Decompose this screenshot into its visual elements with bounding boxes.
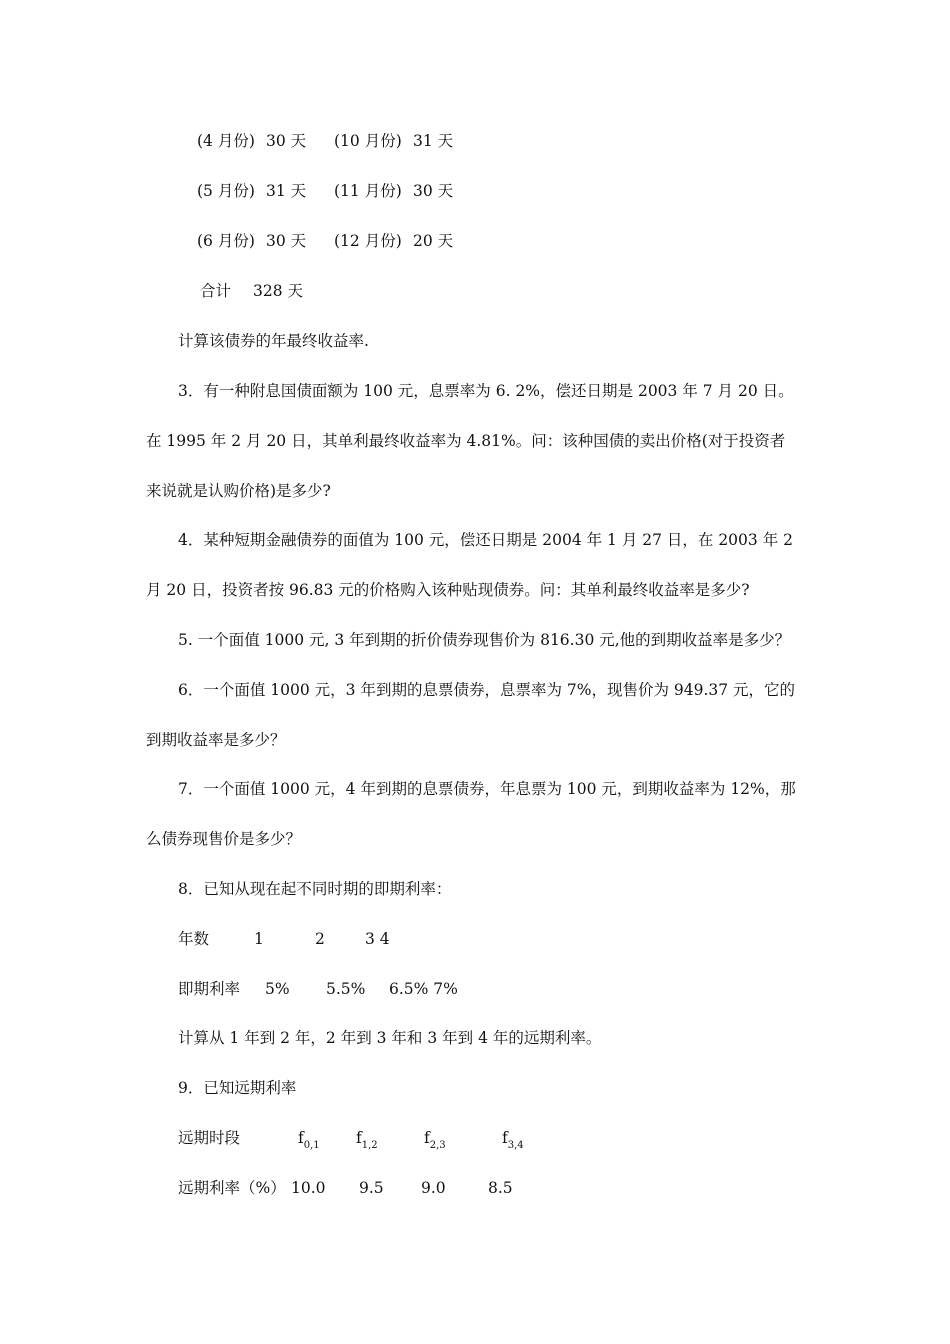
spot-rate-label: 即期利率 — [178, 980, 241, 998]
year-value: 1 — [254, 930, 264, 948]
spot-rate-value: 5.5% — [326, 980, 366, 998]
year-value: 2 — [315, 930, 325, 948]
q7-line-2: 么债券现售价是多少？ — [146, 830, 302, 848]
forward-rate-value: 9.5 — [359, 1179, 384, 1197]
month-label: (12 月份) — [334, 232, 402, 250]
q4-line-2: 月 20 日，投资者按 96.83 元的价格购入该种贴现债券。问：其单利最终收益率是多少? — [146, 581, 750, 599]
day-count: 31 天 — [413, 132, 454, 150]
period-symbol: $f_{2,3}$ — [424, 1129, 446, 1151]
month-label: (4 月份) — [197, 132, 255, 150]
forward-rate-value: 10.0 — [291, 1179, 326, 1197]
spot-rate-value: 6.5% 7% — [389, 980, 458, 998]
forward-rate-value: 8.5 — [488, 1179, 513, 1197]
q6-line-1: 6．一个面值 1000 元，3 年到期的息票债券，息票率为 7%，现售价为 949.37 元，它的 — [178, 681, 796, 699]
spot-rate-value: 5% — [265, 980, 290, 998]
q3-line-1: 3．有一种附息国债面额为 100 元，息票率为 6. 2%，偿还日期是 2003 年 7 月 20 日。 — [178, 382, 794, 400]
q9-line-1: 9．已知远期利率 — [178, 1079, 297, 1097]
period-symbol: $f_{0,1}$ — [298, 1129, 320, 1151]
month-label: (5 月份) — [197, 182, 255, 200]
calc-instruction: 计算该债券的年最终收益率. — [178, 332, 369, 350]
day-count: 20 天 — [413, 232, 454, 250]
forward-rate-value: 9.0 — [421, 1179, 446, 1197]
period-label: 远期时段 — [178, 1129, 241, 1147]
total-label: 合计 — [200, 282, 232, 300]
q5-line-1: 5. 一个面值 1000 元, 3 年到期的折价债券现售价为 816.30 元,他的到期收益率是多少？ — [178, 631, 791, 649]
q8-line-1: 8．已知从现在起不同时期的即期利率： — [178, 880, 452, 898]
year-value: 3 4 — [365, 930, 390, 948]
day-count: 30 天 — [413, 182, 454, 200]
q8-task: 计算从 1 年到 2 年，2 年到 3 年和 3 年到 4 年的远期利率。 — [178, 1029, 602, 1047]
q3-line-3: 来说就是认购价格)是多少? — [146, 482, 331, 500]
month-label: (6 月份) — [197, 232, 255, 250]
forward-rate-label: 远期利率（%） — [178, 1179, 286, 1197]
day-count: 30 天 — [266, 232, 307, 250]
period-symbol: $f_{1,2}$ — [356, 1129, 378, 1151]
day-count: 30 天 — [266, 132, 307, 150]
q4-line-1: 4．某种短期金融债券的面值为 100 元，偿还日期是 2004 年 1 月 27 日，在 2003 年 2 — [178, 531, 793, 549]
month-label: (10 月份) — [334, 132, 402, 150]
years-label: 年数 — [178, 930, 210, 948]
month-label: (11 月份) — [334, 182, 402, 200]
q7-line-1: 7．一个面值 1000 元，4 年到期的息票债券，年息票为 100 元，到期收益率为 12%，那 — [178, 780, 796, 798]
period-symbol: $f_{3,4}$ — [502, 1129, 524, 1151]
q3-line-2: 在 1995 年 2 月 20 日，其单利最终收益率为 4.81%。问：该种国债的卖出价格(对于投资者 — [146, 432, 786, 450]
total-value: 328 天 — [253, 282, 304, 300]
day-count: 31 天 — [266, 182, 307, 200]
q6-line-2: 到期收益率是多少？ — [146, 731, 286, 749]
